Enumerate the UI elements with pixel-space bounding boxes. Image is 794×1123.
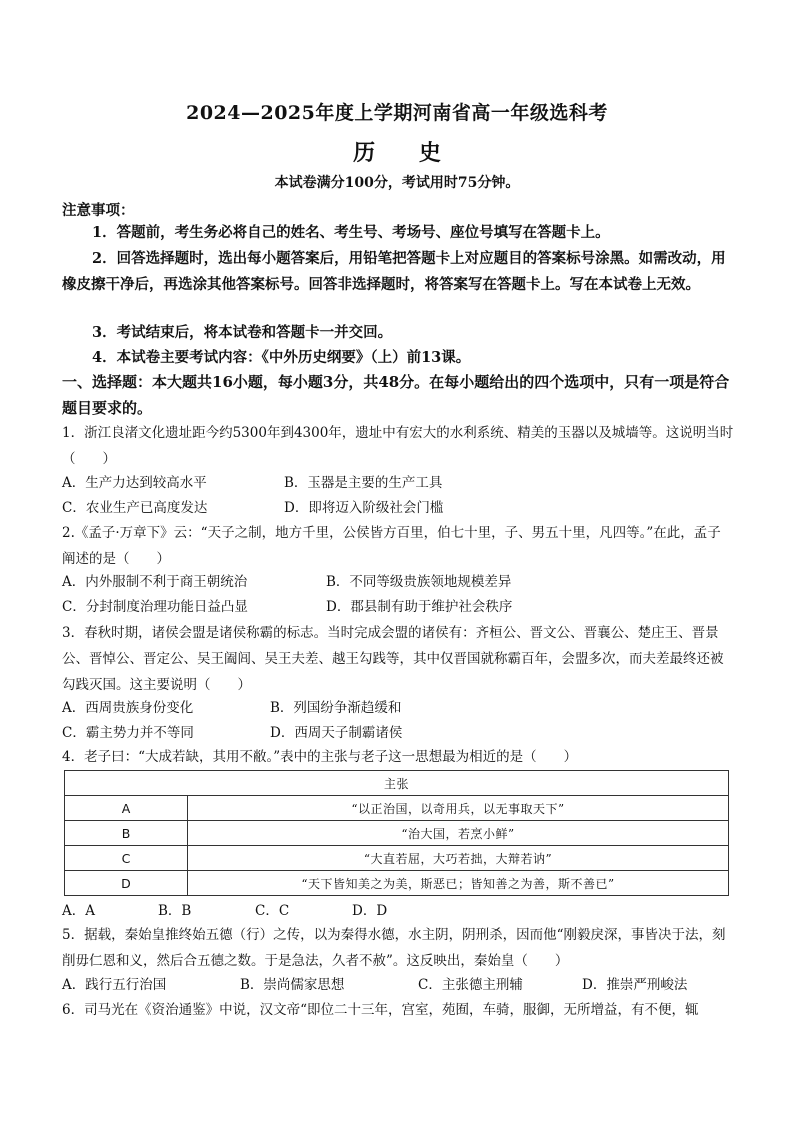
question-stem: 2.《孟子·万章下》云：“天子之制，地方千里，公侯皆方百里，伯七十里，子、男五十里，凡四等。”在此，孟子阐述的是（ ） bbox=[62, 525, 721, 567]
table-cell-key: C bbox=[65, 846, 188, 871]
table-cell-key: B bbox=[65, 821, 188, 846]
option-a: A．生产力达到较高水平 bbox=[62, 475, 207, 491]
table-cell-value: “治大国，若烹小鲜” bbox=[188, 821, 729, 846]
option-c: C．主张德主刑辅 bbox=[418, 977, 523, 993]
question-stem: 4．老子曰：“大成若缺，其用不敝。”表中的主张与老子这一思想最为相近的是（ ） bbox=[62, 749, 578, 765]
option-a: A．践行五行治国 bbox=[62, 977, 167, 993]
table-cell-value: “天下皆知美之为美，斯恶已；皆知善之为善，斯不善已” bbox=[188, 871, 729, 896]
question-stem: 5．据载，秦始皇推终始五德（行）之传，以为秦得水德，水主阴，阴刑杀，因而他“刚毅戾深，事皆决于法，刻削毋仁恩和义，然后合五德之数。于是急法，久者不赦”。这反映出，秦始皇（ ） bbox=[62, 927, 726, 969]
option-b: B．玉器是主要的生产工具 bbox=[284, 475, 443, 491]
option-c: C．农业生产已高度发达 bbox=[62, 500, 208, 516]
option-b: B．不同等级贵族领地规模差异 bbox=[326, 574, 512, 590]
table-row bbox=[65, 821, 729, 846]
section-title: 一、选择题：本大题共16小题，每小题3分，共48分。在每小题给出的四个选项中，只有一项是符合题目要求的。 bbox=[62, 373, 730, 417]
option-b: B．B bbox=[158, 903, 192, 919]
table-cell-value: “大直若屈，大巧若拙，大辩若讷” bbox=[188, 846, 729, 871]
option-b: B．崇尚儒家思想 bbox=[240, 977, 345, 993]
table-row bbox=[65, 871, 729, 896]
option-d: D．D bbox=[352, 903, 388, 919]
notes-heading: 注意事项： bbox=[62, 202, 135, 219]
question-stem: 3．春秋时期，诸侯会盟是诸侯称霸的标志。当时完成会盟的诸侯有：齐桓公、晋文公、晋襄公、楚庄王、晋景公、晋悼公、晋定公、吴王阖闾、吴王夫差、越王勾践等，其中仅晋国就称霸百年，会盟多次，而夫差最终还被勾践灭国。这主要说明（ ） bbox=[62, 625, 724, 693]
table-header: 主张 bbox=[65, 771, 729, 796]
question-stem: 1．浙江良渚文化遗址距今约5300年到4300年，遗址中有宏大的水利系统、精美的玉器以及城墙等。这说明当时（ ） bbox=[62, 425, 734, 467]
option-b: B．列国纷争渐趋缓和 bbox=[270, 700, 402, 716]
option-d: D．郡县制有助于维护社会秩序 bbox=[326, 599, 513, 615]
option-a: A．内外服制不利于商王朝统治 bbox=[62, 574, 248, 590]
option-a: A．A bbox=[62, 903, 95, 919]
table-cell-value: “以正治国，以奇用兵，以无事取天下” bbox=[188, 796, 729, 821]
table-row bbox=[65, 846, 729, 871]
table-header-row bbox=[65, 771, 729, 796]
table-row bbox=[65, 796, 729, 821]
table-cell-key: D bbox=[65, 871, 188, 896]
option-d: D．推崇严刑峻法 bbox=[582, 977, 688, 993]
option-d: D．即将迈入阶级社会门槛 bbox=[284, 500, 444, 516]
table-cell-key: A bbox=[65, 796, 188, 821]
option-c: C．C bbox=[255, 903, 290, 919]
question-stem: 6．司马光在《资治通鉴》中说，汉文帝“即位二十三年，宫室，苑囿，车骑，服御，无所增益，有不便，辄 bbox=[62, 1002, 699, 1018]
option-c: C．分封制度治理功能日益凸显 bbox=[62, 599, 248, 615]
exam-meta: 本试卷满分100分，考试用时75分钟。 bbox=[274, 175, 520, 191]
subject-title: 历 史 bbox=[353, 140, 459, 166]
note-item: 3．考试结束后，将本试卷和答题卡一并交回。 bbox=[92, 324, 393, 341]
option-a: A．西周贵族身份变化 bbox=[62, 700, 194, 716]
note-item: 4．本试卷主要考试内容：《中外历史纲要》（上）前13课。 bbox=[92, 349, 471, 366]
exam-title: 2024—2025年度上学期河南省高一年级选科考 bbox=[186, 102, 608, 124]
proposition-table bbox=[64, 770, 729, 896]
option-d: D．西周天子制霸诸侯 bbox=[270, 725, 403, 741]
note-item: 2．回答选择题时，选出每小题答案后，用铅笔把答题卡上对应题目的答案标号涂黑。如需改动，用橡皮擦干净后，再选涂其他答案标号。回答非选择题时，将答案写在答题卡上。写在本试卷上无效。 bbox=[62, 250, 726, 293]
option-c: C．霸主势力并不等同 bbox=[62, 725, 194, 741]
note-item: 1．答题前，考生务必将自己的姓名、考生号、考场号、座位号填写在答题卡上。 bbox=[92, 224, 610, 241]
